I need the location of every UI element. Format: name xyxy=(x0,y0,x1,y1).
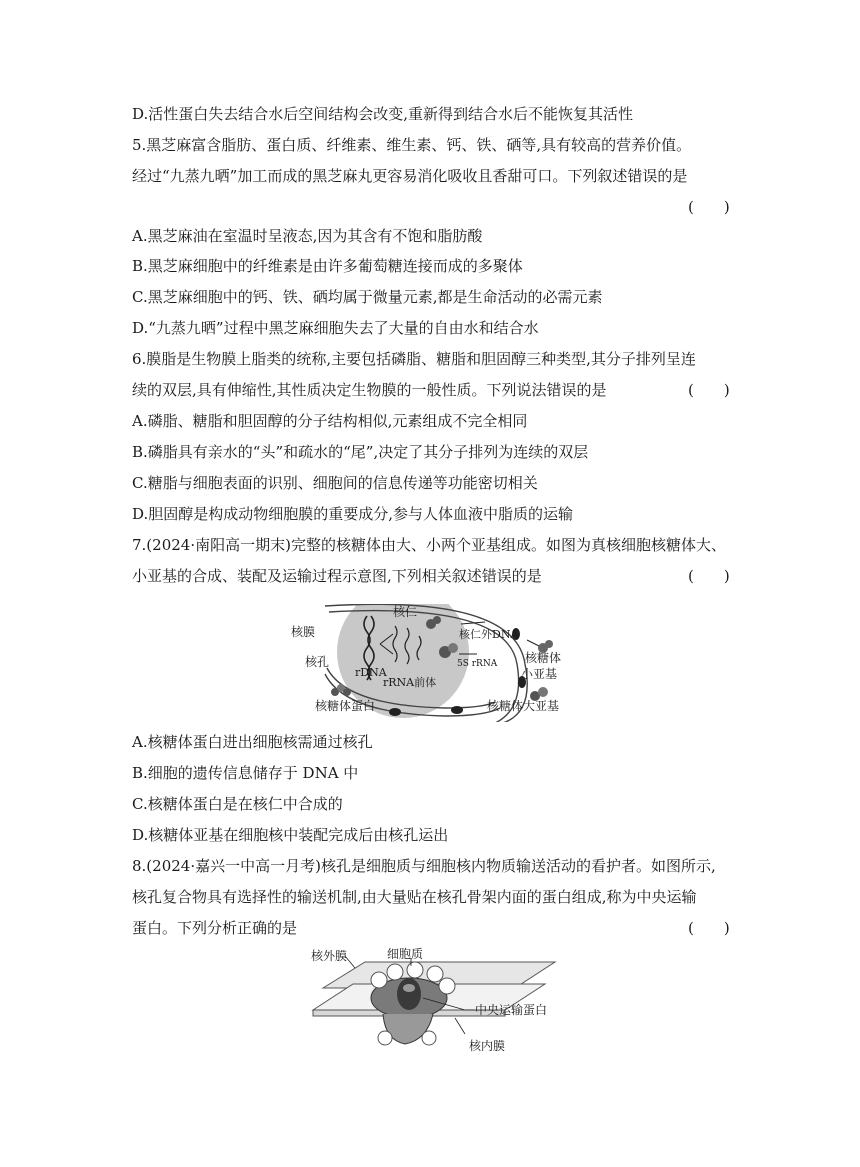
question6-answer-blank: ( ) xyxy=(688,381,730,399)
question7-stem-line1: 7.(2024·南阳高一期末)完整的核糖体由大、小两个亚基组成。如图为真核细胞核糖体大、 xyxy=(132,536,726,554)
central-transport-protein-shape xyxy=(397,978,421,1010)
question5-answer-blank: ( ) xyxy=(688,198,730,216)
label-rdna: rDNA xyxy=(355,666,387,679)
question6-stem-line1: 6.膜脂是生物膜上脂类的统称,主要包括磷脂、糖脂和胆固醇三种类型,其分子排列呈连 xyxy=(132,350,696,368)
question7-option-b: B.细胞的遗传信息储存于 DNA 中 xyxy=(132,764,359,782)
question5-stem-line1: 5.黑芝麻富含脂肪、蛋白质、纤维素、维生素、钙、铁、硒等,具有较高的营养价值。 xyxy=(132,136,692,154)
question7-option-a: A.核糖体蛋白进出细胞核需通过核孔 xyxy=(132,733,373,751)
question6-option-d: D.胆固醇是构成动物细胞膜的重要成分,参与人体血液中脂质的运输 xyxy=(132,505,574,523)
question5-stem-line2: 经过“九蒸九晒”加工而成的黑芝麻丸更容易消化吸收且香甜可口。下列叙述错误的是 xyxy=(132,167,688,185)
ribosome-assembly-diagram xyxy=(285,604,585,722)
question7-stem-line2: 小亚基的合成、装配及运输过程示意图,下列相关叙述错误的是 xyxy=(132,567,542,585)
label-rrna-precursor: rRNA前体 xyxy=(383,676,437,689)
label-nuclear-pore: 核孔 xyxy=(305,655,330,669)
label-inner-nuclear-membrane: 核内膜 xyxy=(469,1039,506,1053)
label-extra-nucleolar-dna: 核仁外DNA xyxy=(459,628,519,641)
question4-option-d: D.活性蛋白失去结合水后空间结构会改变,重新得到结合水后不能恢复其活性 xyxy=(132,105,634,123)
label-central-transport-protein: 中央运输蛋白 xyxy=(475,1003,548,1017)
label-outer-nuclear-membrane: 核外膜 xyxy=(311,949,348,963)
label-ribosomal-protein: 核糖体蛋白 xyxy=(315,699,376,713)
question7-answer-blank: ( ) xyxy=(688,567,730,585)
label-nuclear-membrane: 核膜 xyxy=(291,625,316,639)
label-nucleolus: 核仁 xyxy=(393,605,418,619)
question8-answer-blank: ( ) xyxy=(688,919,730,937)
question5-option-c: C.黑芝麻细胞中的钙、铁、硒均属于微量元素,都是生命活动的必需元素 xyxy=(132,288,603,306)
question6-stem-line2: 续的双层,具有伸缩性,其性质决定生物膜的一般性质。下列说法错误的是 xyxy=(132,381,607,399)
question7-option-c: C.核糖体蛋白是在核仁中合成的 xyxy=(132,795,343,813)
question5-option-b: B.黑芝麻细胞中的纤维素是由许多葡萄糖连接而成的多聚体 xyxy=(132,257,523,275)
question6-option-c: C.糖脂与细胞表面的识别、细胞间的信息传递等功能密切相关 xyxy=(132,474,538,492)
question5-option-a: A.黑芝麻油在室温时呈液态,因为其含有不饱和脂肪酸 xyxy=(132,227,483,245)
label-large-subunit: 核糖体大亚基 xyxy=(487,699,560,713)
question6-option-a: A.磷脂、糖脂和胆固醇的分子结构相似,元素组成不完全相同 xyxy=(132,412,528,430)
label-cytoplasm: 细胞质 xyxy=(387,947,424,961)
question6-option-b: B.磷脂具有亲水的“头”和疏水的“尾”,决定了其分子排列为连续的双层 xyxy=(132,443,589,461)
nuclear-pore-complex-diagram xyxy=(305,944,565,1062)
question8-stem-line1: 8.(2024·嘉兴一中高一月考)核孔是细胞质与细胞核内物质输送活动的看护者。如图所示, xyxy=(132,857,716,875)
question7-option-d: D.核糖体亚基在细胞核中装配完成后由核孔运出 xyxy=(132,826,449,844)
label-5s-rrna: 5S rRNA xyxy=(457,659,498,669)
question8-stem-line2: 核孔复合物具有选择性的输送机制,由大量贴在核孔骨架内面的蛋白组成,称为中央运输 xyxy=(132,888,697,906)
label-small-subunit-line2: 小亚基 xyxy=(521,667,558,681)
label-small-subunit-line1: 核糖体 xyxy=(525,651,562,665)
question8-stem-line3: 蛋白。下列分析正确的是 xyxy=(132,919,298,937)
question5-option-d: D.“九蒸九晒”过程中黑芝麻细胞失去了大量的自由水和结合水 xyxy=(132,319,539,337)
